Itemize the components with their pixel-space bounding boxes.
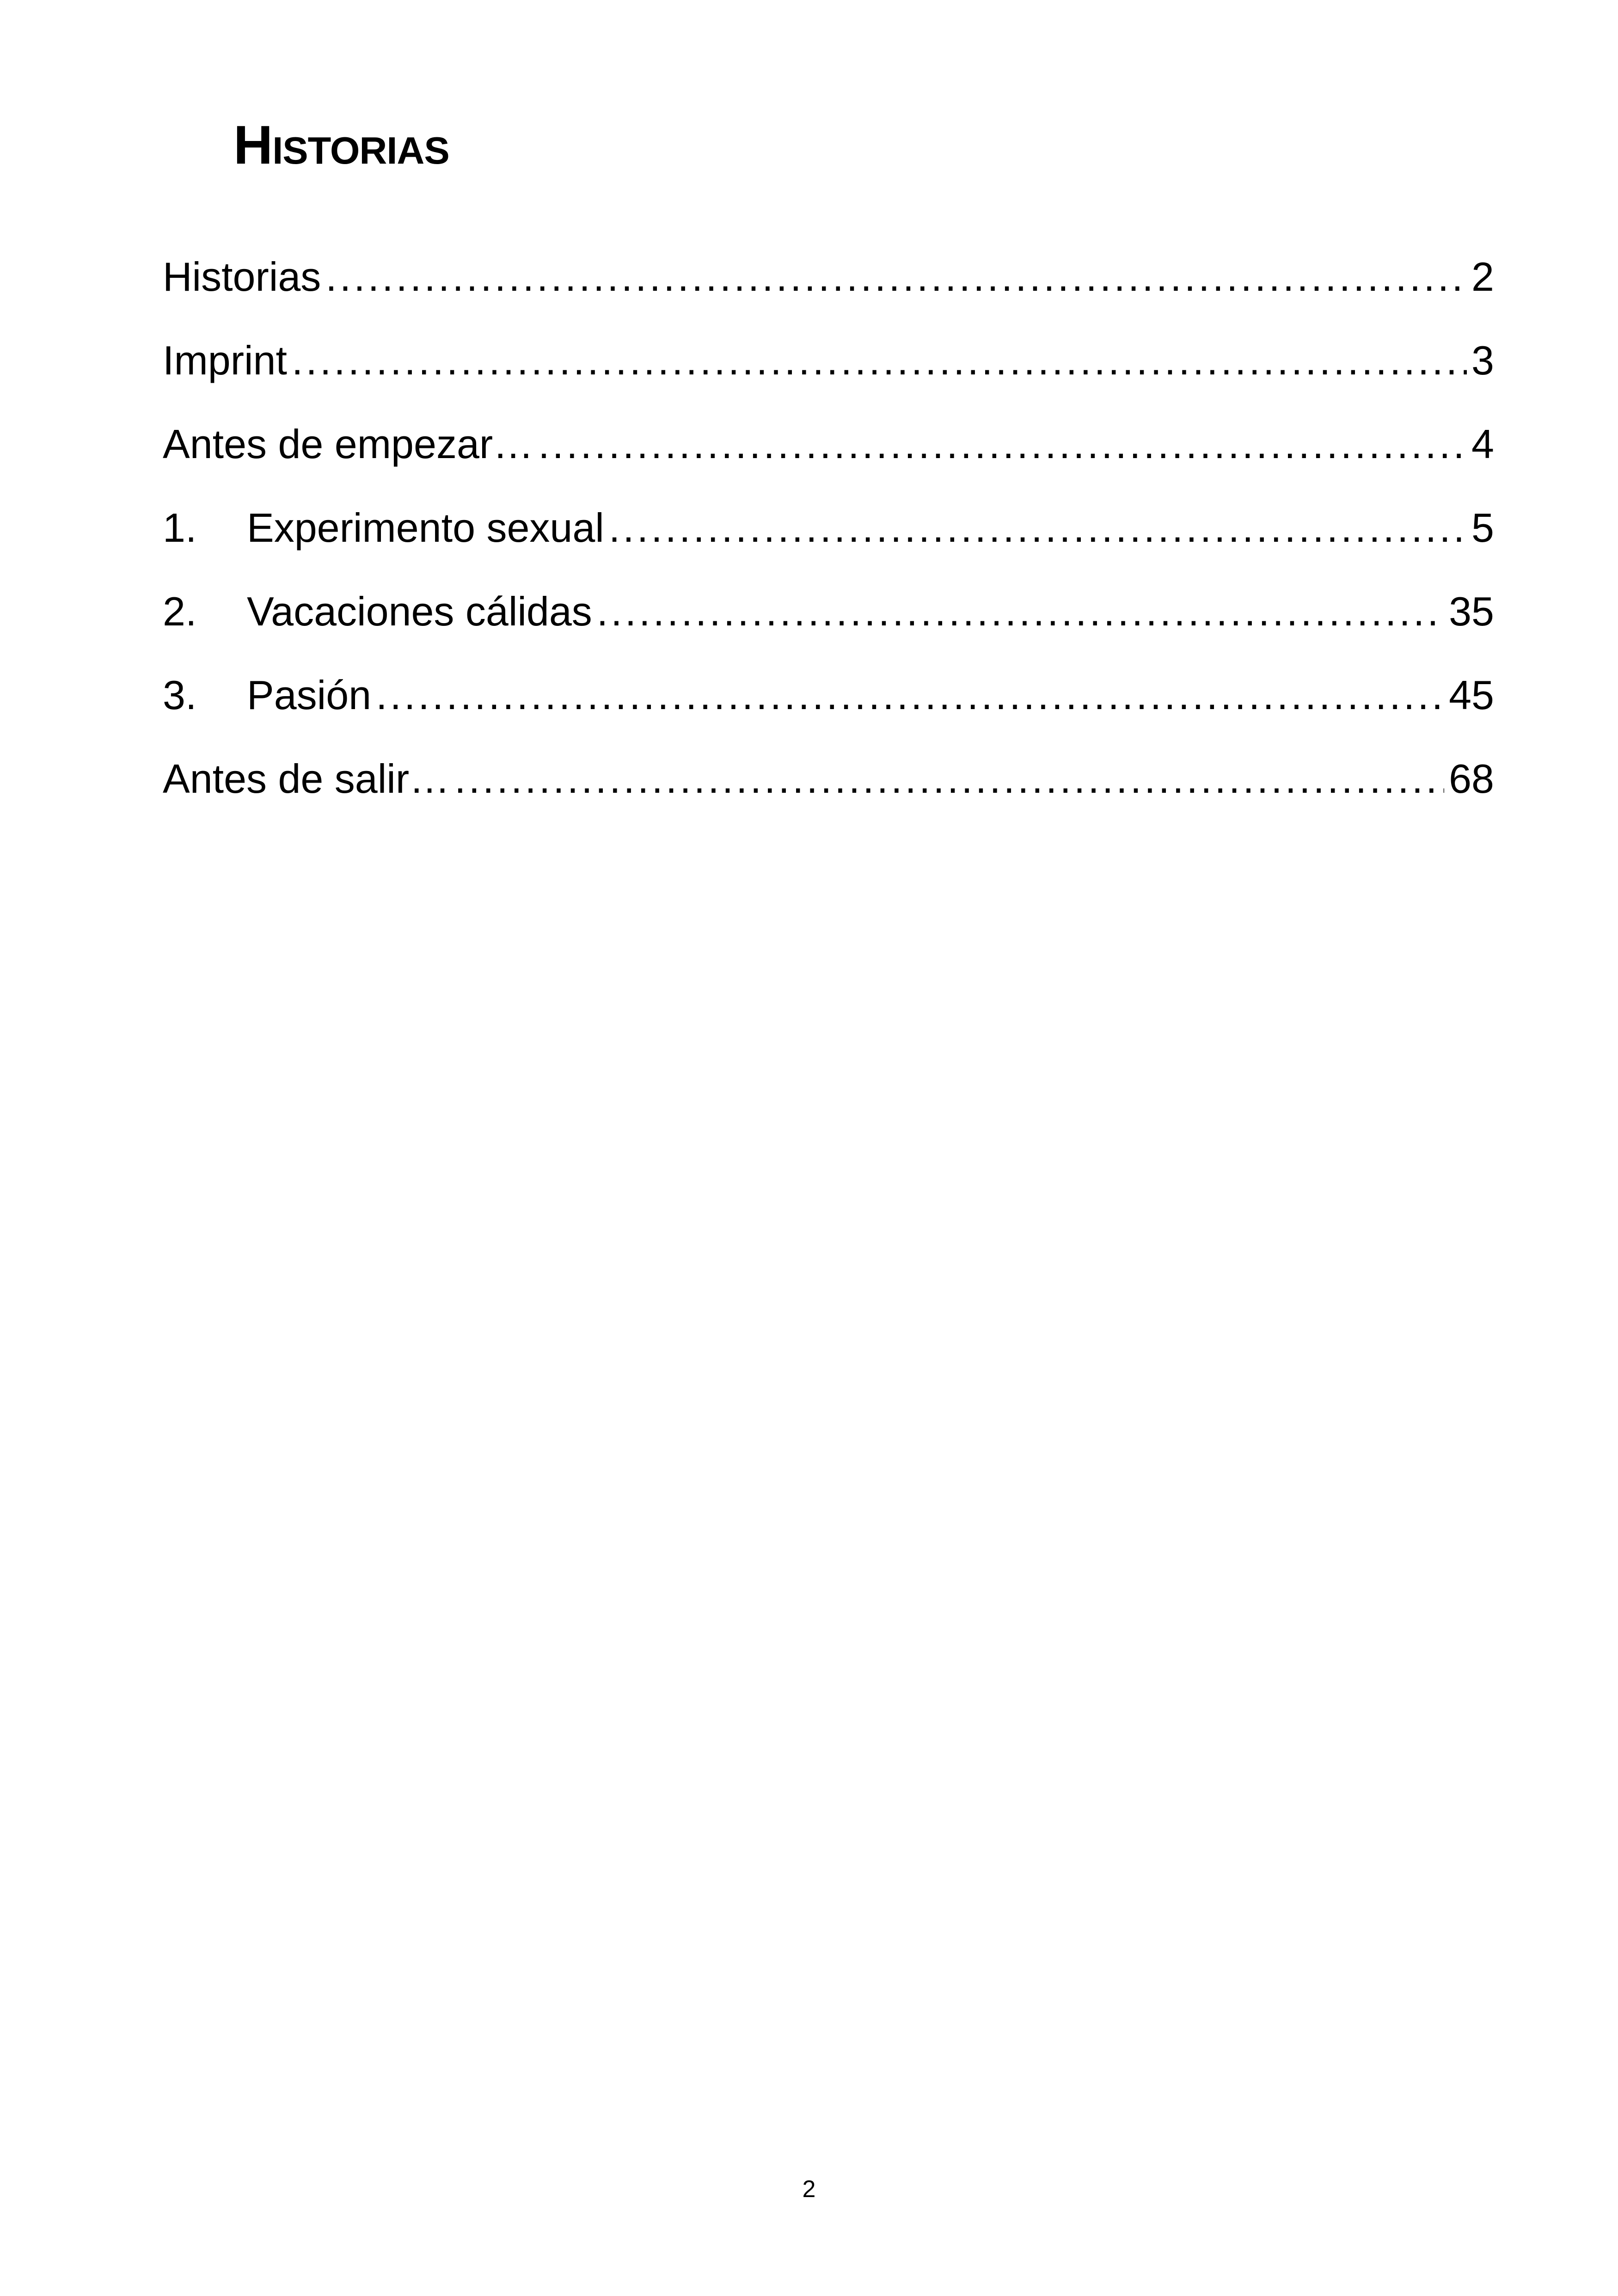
toc-entry-antes-de-empezar[interactable] xyxy=(163,424,1494,508)
toc-entry-page: 35 xyxy=(1449,591,1494,634)
toc-entry-page: 5 xyxy=(1471,508,1494,551)
toc-dot-leader xyxy=(454,759,1444,799)
toc-dot-leader xyxy=(538,424,1467,465)
toc-dot-leader xyxy=(609,508,1467,548)
toc-entry-antes-de-salir[interactable] xyxy=(163,759,1494,842)
toc-entry-vacaciones-calidas[interactable] xyxy=(163,591,1494,675)
toc-entry-title: Imprint xyxy=(163,340,287,383)
toc-entry-number: 1. xyxy=(163,508,197,551)
toc-entry-number: 2. xyxy=(163,591,197,634)
toc-entry-page: 4 xyxy=(1471,424,1494,467)
toc-entry-page: 2 xyxy=(1471,257,1494,300)
toc-heading: Historias xyxy=(233,115,449,176)
page-number: 2 xyxy=(802,2176,816,2203)
toc-entry-title: Historias xyxy=(163,257,321,300)
toc-entry-imprint[interactable] xyxy=(163,340,1494,424)
toc-entry-experimento-sexual[interactable] xyxy=(163,508,1494,591)
toc-entry-historias[interactable] xyxy=(163,257,1494,340)
toc-dot-leader xyxy=(597,591,1444,632)
toc-entry-title: Antes de salir… xyxy=(163,759,450,802)
toc-dot-leader xyxy=(292,340,1467,381)
toc-entry-page: 68 xyxy=(1449,759,1494,802)
toc-dot-leader xyxy=(376,675,1444,716)
toc-entry-title: Pasión xyxy=(247,675,372,718)
table-of-contents xyxy=(163,257,1494,842)
toc-entry-title: Antes de empezar… xyxy=(163,424,534,467)
toc-dot-leader xyxy=(325,257,1467,297)
toc-entry-title: Vacaciones cálidas xyxy=(247,591,592,634)
toc-entry-number: 3. xyxy=(163,675,197,718)
toc-entry-page: 45 xyxy=(1449,675,1494,718)
toc-entry-title: Experimento sexual xyxy=(247,508,604,551)
toc-entry-pasion[interactable] xyxy=(163,675,1494,759)
toc-entry-page: 3 xyxy=(1471,340,1494,383)
